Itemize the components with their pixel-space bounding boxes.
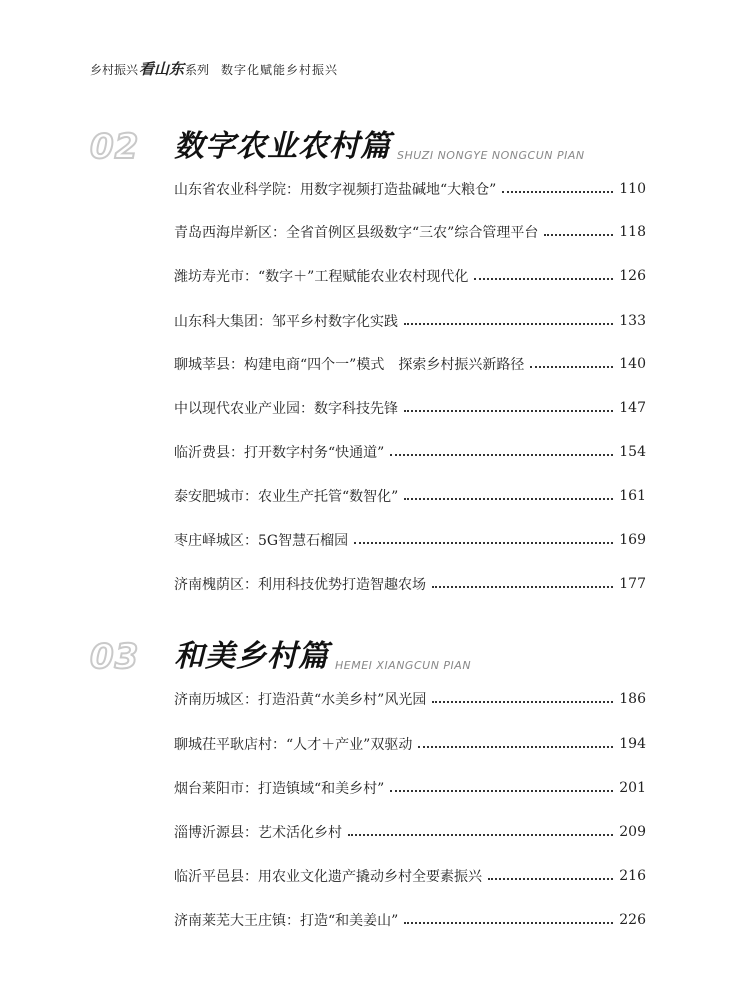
entry-title: 济南莱芜大王庄镇：打造“和美姜山”	[174, 913, 399, 929]
entry-title: 临沂费县：打开数字村务“快通道”	[174, 445, 385, 461]
section-number: 02	[90, 127, 140, 167]
entry-title: 淄博沂源县：艺术活化乡村	[174, 825, 342, 841]
page-number: 118	[619, 224, 646, 240]
page-number: 209	[619, 824, 646, 840]
toc-entry[interactable]	[174, 265, 646, 287]
entry-title: 青岛西海岸新区：全省首例区县级数字“三农”综合管理平台	[174, 225, 539, 241]
entry-title: 济南槐荫区：利用科技优势打造智趣农场	[174, 577, 426, 593]
entry-title: 中以现代农业产业园：数字科技先锋	[174, 401, 398, 417]
toc-entry[interactable]	[174, 821, 646, 843]
entry-title: 聊城莘县：构建电商“四个一”模式 探索乡村振兴新路径	[174, 357, 525, 373]
section-pinyin: HEMEI XIANGCUN PIAN	[335, 659, 472, 672]
entry-title: 山东省农业科学院：用数字视频打造盐碱地“大粮仓”	[174, 182, 497, 198]
toc-entry[interactable]	[174, 221, 646, 243]
toc-entry[interactable]	[174, 909, 646, 931]
dot-leader	[390, 790, 613, 792]
page-number: 140	[619, 356, 646, 372]
toc-entry[interactable]	[174, 397, 646, 419]
toc-entry[interactable]	[174, 178, 646, 200]
entry-title: 济南历城区：打造沿黄“水美乡村”风光园	[174, 692, 427, 708]
dot-leader	[530, 366, 613, 368]
toc-entry[interactable]	[174, 310, 646, 332]
dot-leader	[404, 323, 613, 325]
page-number: 201	[619, 780, 646, 796]
page-number: 126	[619, 268, 646, 284]
page-number: 216	[619, 868, 646, 884]
dot-leader	[390, 454, 613, 456]
brand-logo-text: 看山东	[139, 60, 185, 78]
toc-entry[interactable]	[174, 485, 646, 507]
entry-title: 山东科大集团：邹平乡村数字化实践	[174, 314, 398, 330]
toc-entry[interactable]	[174, 529, 646, 551]
section-number: 03	[90, 637, 140, 677]
page-number: 194	[619, 736, 646, 752]
page-number: 110	[619, 181, 646, 197]
dot-leader	[404, 922, 613, 924]
dot-leader	[474, 278, 613, 280]
entry-title: 聊城茌平耿店村：“人才＋产业”双驱动	[174, 737, 413, 753]
dot-leader	[502, 191, 613, 193]
toc-entry[interactable]	[174, 573, 646, 595]
dot-leader	[488, 878, 613, 880]
series-prefix: 乡村振兴	[90, 63, 139, 77]
page-number: 154	[619, 444, 646, 460]
series-suffix: 系列	[185, 63, 210, 77]
entry-title: 潍坊寿光市：“数字＋”工程赋能农业农村现代化	[174, 269, 469, 285]
section-heading-02	[90, 124, 585, 167]
section-title: 数字农业农村篇	[174, 129, 391, 164]
dot-leader	[418, 746, 613, 748]
section-title: 和美乡村篇	[174, 639, 329, 674]
section-pinyin: SHUZI NONGYE NONGCUN PIAN	[397, 149, 585, 162]
dot-leader	[432, 701, 613, 703]
page-number: 161	[619, 488, 646, 504]
toc-entry[interactable]	[174, 865, 646, 887]
page-number: 177	[619, 576, 646, 592]
dot-leader	[432, 586, 613, 588]
book-subtitle: 数字化赋能乡村振兴	[221, 63, 339, 77]
toc-entry[interactable]	[174, 353, 646, 375]
page-number: 169	[619, 532, 646, 548]
dot-leader	[348, 834, 613, 836]
dot-leader	[354, 542, 613, 544]
dot-leader	[544, 234, 613, 236]
entry-title: 枣庄峄城区：5G智慧石榴园	[174, 533, 349, 549]
toc-entry[interactable]	[174, 733, 646, 755]
dot-leader	[404, 410, 613, 412]
toc-entry[interactable]	[174, 777, 646, 799]
section-heading-03	[90, 634, 472, 677]
entry-title: 烟台莱阳市：打造镇域“和美乡村”	[174, 781, 385, 797]
toc-entry[interactable]	[174, 441, 646, 463]
running-header	[90, 58, 338, 79]
page-number: 226	[619, 912, 646, 928]
page-number: 147	[619, 400, 646, 416]
page-number: 186	[619, 691, 646, 707]
toc-entry[interactable]	[174, 688, 646, 710]
entry-title: 临沂平邑县：用农业文化遗产撬动乡村全要素振兴	[174, 869, 482, 885]
page-number: 133	[619, 313, 646, 329]
entry-title: 泰安肥城市：农业生产托管“数智化”	[174, 489, 399, 505]
dot-leader	[404, 498, 613, 500]
